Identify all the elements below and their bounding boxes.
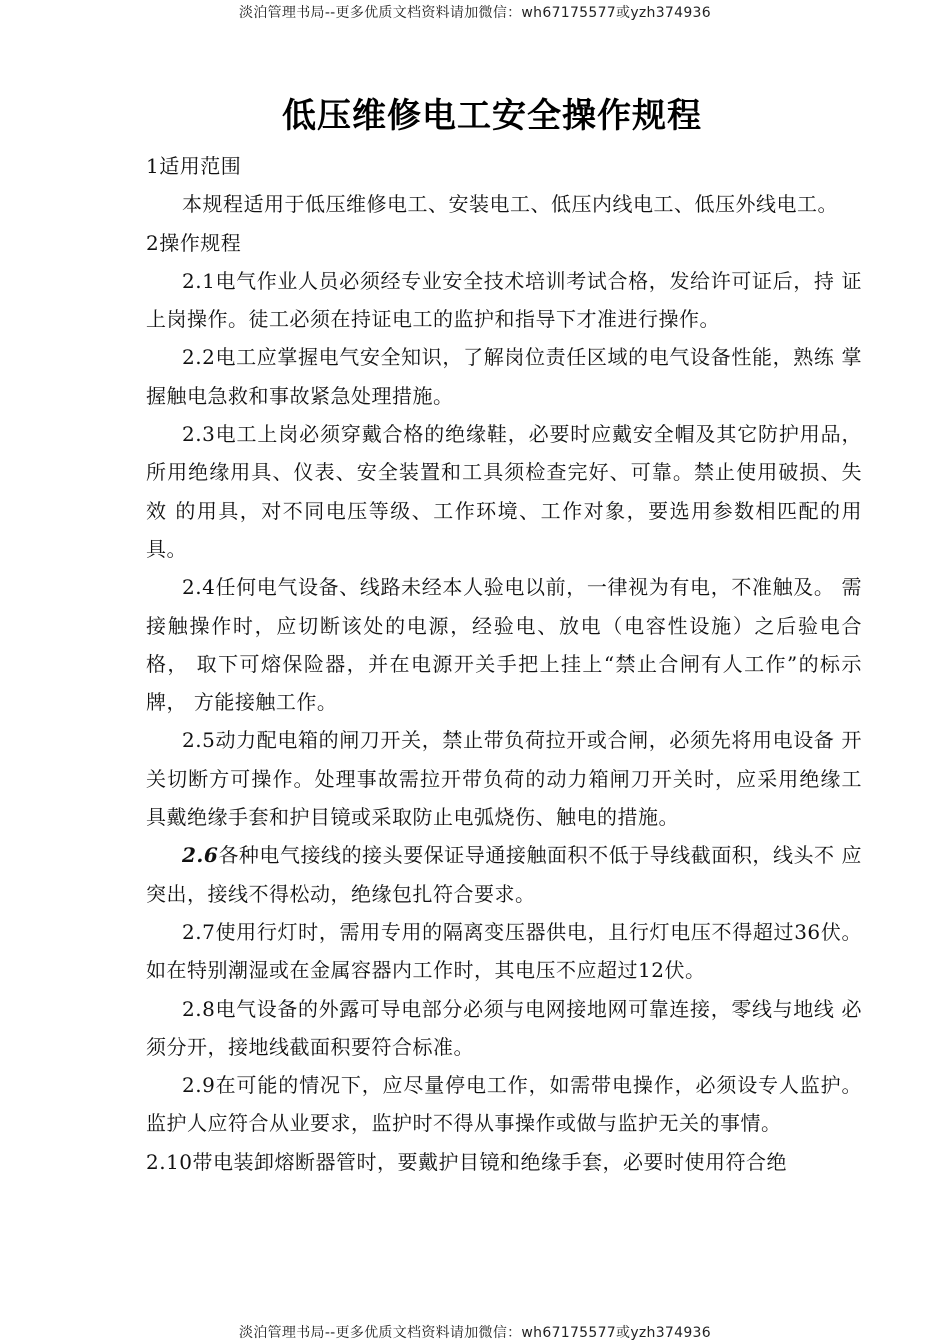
paragraph: 2.1电气作业人员必须经专业安全技术培训考试合格，发给许可证后，持 证上岗操作。徒工必须在持证电工的监护和指导下才准进行操作。 [146,268,862,332]
page-header-note: 淡泊管理书局--更多优质文档资料请加微信：wh67175577或yzh374936 [239,5,711,21]
paragraph: 本规程适用于低压维修电工、安装电工、低压内线电工、低压外线电工。 [182,192,838,217]
section-heading: 2操作规程 [146,230,242,255]
document-body [146,147,862,1181]
document-title: 低压维修电工安全操作规程 [282,96,702,136]
paragraph: 2.8电气设备的外露可导电部分必须与电网接地网可靠连接，零线与地线 必须分开，接地线截面积要符合标准。 [146,996,862,1059]
paragraph: 2.7使用行灯时，需用专用的隔离变压器供电，且行灯电压不得超过36伏。 如在特别潮湿或在金属容器内工作时，其电压不应超过12伏。 [146,919,862,983]
page-footer-note: 淡泊管理书局--更多优质文档资料请加微信：wh67175577或yzh374936 [239,1325,711,1341]
clause-text: 各种电气接线的接头要保证导通接触面积不低于导线截面积，线头不 应突出，接线不得松动，绝缘包扎符合要求。 [146,843,862,906]
paragraph: 2.10带电装卸熔断器管时，要戴护目镜和绝缘手套，必要时使用符合绝 [146,1149,788,1174]
paragraph: 2.2电工应掌握电气安全知识，了解岗位责任区域的电气设备性能，熟练 掌握触电急救和事故紧急处理措施。 [146,345,862,408]
paragraph: 2.9在可能的情况下，应尽量停电工作，如需带电操作，必须设专人监护。 监护人应符合从业要求，监护时不得从事操作或做与监护无关的事情。 [146,1073,862,1136]
paragraph: 2.3电工上岗必须穿戴合格的绝缘鞋，必要时应戴安全帽及其它防护用品，所用绝缘用具、仪表、安全装置和工具须检查完好、可靠。禁止使用破损、失效 的用具，对不同电压等级、工作环境、工作对象，要选用参数相匹配的用具。 [146,422,862,561]
paragraph [146,836,862,913]
clause-number: 2.6 [182,843,219,868]
paragraph: 2.4任何电气设备、线路未经本人验电以前，一律视为有电，不准触及。 需接触操作时，应切断该处的电源，经验电、放电（电容性设施）之后验电合格， 取下可熔保险器，并在电源开关手把上挂上“禁止合闸有人工作”的标示牌， 方能接触工作。 [146,575,862,715]
paragraph: 2.5动力配电箱的闸刀开关，禁止带负荷拉开或合闸，必须先将用电设备 开关切断方可操作。处理事故需拉开带负荷的动力箱闸刀开关时，应采用绝缘工 具戴绝缘手套和护目镜或采取防止电弧烧伤、触电的措施。 [146,728,862,830]
section-heading: 1适用范围 [146,154,242,178]
